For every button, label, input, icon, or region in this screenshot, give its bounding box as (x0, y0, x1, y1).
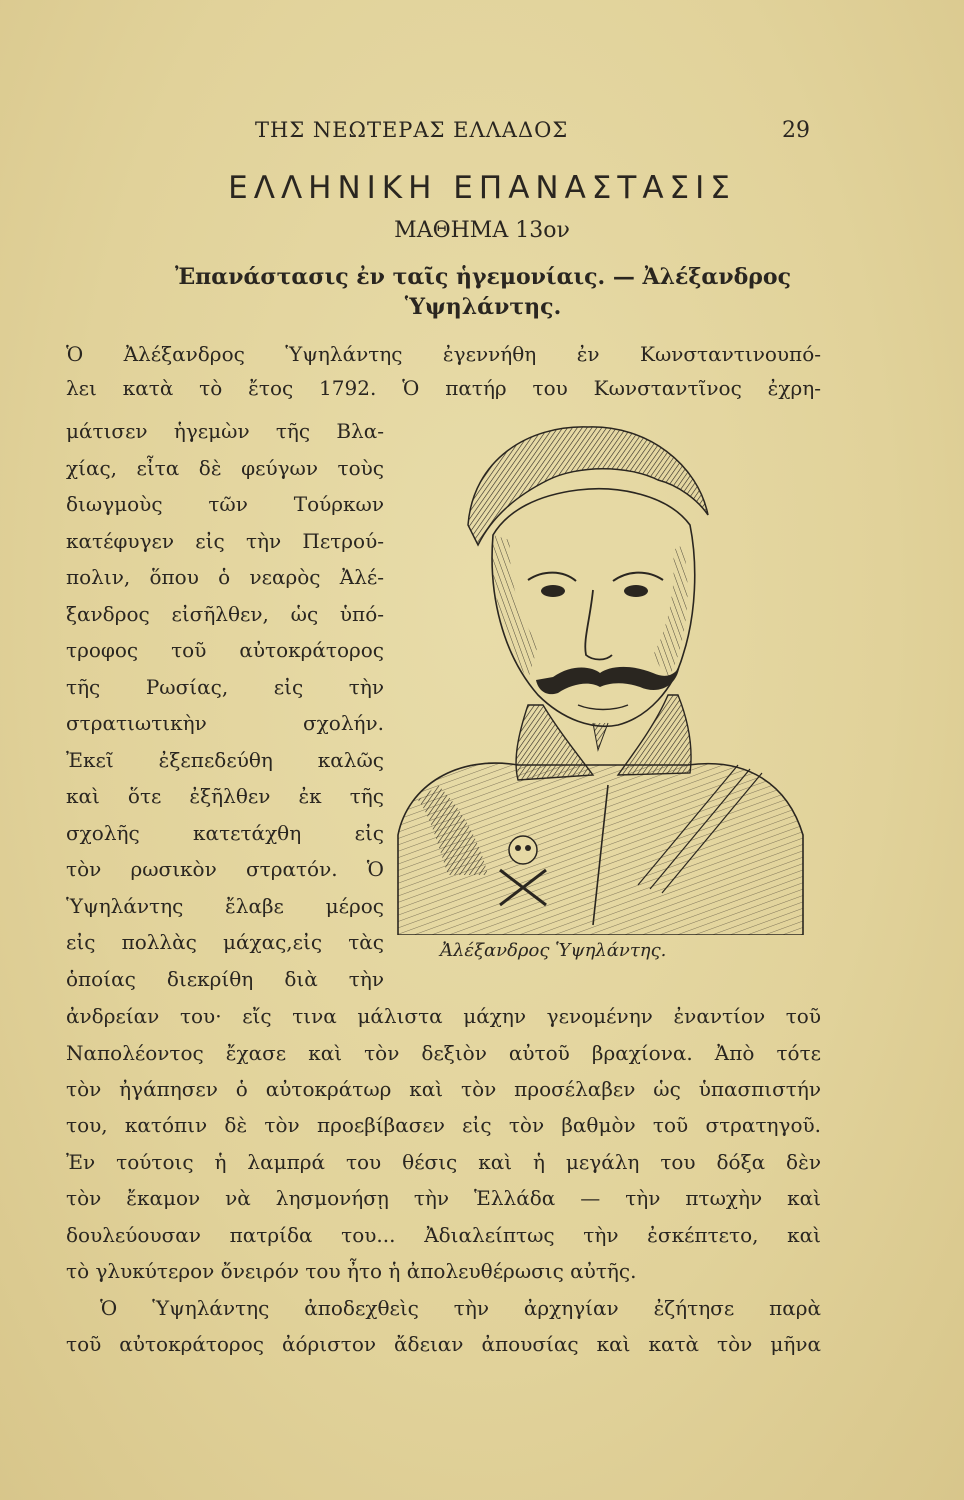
text-line: κατέφυγεν εἰς τὴν Πετρού- (66, 529, 384, 553)
lesson-title (68, 262, 898, 322)
text-line: πολιν, ὅπου ὁ νεαρὸς Ἀλέ- (66, 565, 384, 589)
text-line: μάτισεν ἡγεμὼν τῆς Βλα- (66, 419, 384, 443)
text-line: τὸν ἠγάπησεν ὁ αὐτοκράτωρ καὶ τὸν προσέλαβεν ὡς ὑπασπιστήν (66, 1077, 821, 1101)
chapter-title: ΕΛΛΗΝΙΚΗ ΕΠΑΝΑΣΤΑΣΙΣ (228, 170, 736, 206)
portrait-caption: Ἀλέξανδρος Ὑψηλάντης. (440, 940, 667, 961)
text-line: Ὁ Ἀλέξανδρος Ὑψηλάντης ἐγεννήθη ἐν Κωνσταντινουπό- (66, 342, 821, 366)
text-line: τῆς Ρωσίας, εἰς τὴν (66, 675, 384, 699)
text-line: διωγμοὺς τῶν Τούρκων (66, 492, 384, 516)
text-line: δουλεύουσαν πατρίδα του... Ἀδιαλείπτως τὴν ἐσκέπτετο, καὶ (66, 1223, 821, 1247)
text-line: εἰς πολλὰς μάχας,εἰς τὰς (66, 930, 384, 954)
text-line: Ἐκεῖ ἐξεπεδεύθη καλῶς (66, 748, 384, 772)
text-line: τοῦ αὐτοκράτορος ἀόριστον ἄδειαν ἀπουσίας καὶ κατὰ τὸν μῆνα (66, 1332, 821, 1356)
text-line: Ὁ Ὑψηλάντης ἀποδεχθεὶς τὴν ἀρχηγίαν ἐζήτησε παρὰ (100, 1296, 821, 1320)
text-line: Ὑψηλάντης ἔλαβε μέρος (66, 894, 384, 918)
text-line: τὸν ρωσικὸν στρατόν. Ὁ (66, 857, 384, 881)
text-line: τὸν ἔκαμον νὰ λησμονήσῃ τὴν Ἑλλάδα — τὴν πτωχὴν καὶ (66, 1186, 821, 1210)
lesson-title-line: Ὑψηλάντης. (404, 294, 562, 320)
text-line: ὁποίας διεκρίθη διὰ τὴν (66, 967, 384, 991)
lesson-title-line: Ἐπανάστασις ἐν ταῖς ἡγεμονίαις. — Ἀλέξανδρος (174, 264, 791, 290)
text-line: του, κατόπιν δὲ τὸν προεβίβασεν εἰς τὸν βαθμὸν τοῦ στρατηγοῦ. (66, 1113, 821, 1137)
text-line: χίας, εἶτα δὲ φεύγων τοὺς (66, 456, 384, 480)
text-line: Ναπολέοντος ἔχασε καὶ τὸν δεξιὸν αὐτοῦ βραχίονα. Ἀπὸ τότε (66, 1041, 821, 1065)
text-line: τροφος τοῦ αὐτοκράτορος (66, 638, 384, 662)
text-line: ἀνδρείαν του· εἴς τινα μάλιστα μάχην γενομένην ἐναντίον τοῦ (66, 1004, 821, 1028)
text-line: σχολῆς κατετάχθη εἰς (66, 821, 384, 845)
text-line: Ἐν τούτοις ἡ λαμπρά του θέσις καὶ ἡ μεγάλη του δόξα δὲν (66, 1150, 821, 1174)
text-line: τὸ γλυκύτερον ὄνειρόν του ἦτο ἡ ἀπολευθέρωσις αὐτῆς. (66, 1259, 637, 1283)
running-head (0, 118, 964, 150)
text-line: καὶ ὅτε ἐξῆλθεν ἐκ τῆς (66, 784, 384, 808)
lesson-number: ΜΑΘΗΜΑ 13ον (394, 218, 570, 243)
portrait-engraving (378, 405, 818, 935)
page-number: 29 (782, 118, 810, 143)
text-line: λει κατὰ τὸ ἔτος 1792. Ὁ πατήρ του Κωνσταντῖνος ἐχρη- (66, 376, 821, 400)
text-line: ξανδρος εἰσῆλθεν, ὡς ὑπό- (66, 602, 384, 626)
running-title: ΤΗΣ ΝΕΩΤΕΡΑΣ ΕΛΛΑΔΟΣ (255, 118, 569, 142)
text-line: στρατιωτικὴν σχολήν. (66, 711, 384, 735)
